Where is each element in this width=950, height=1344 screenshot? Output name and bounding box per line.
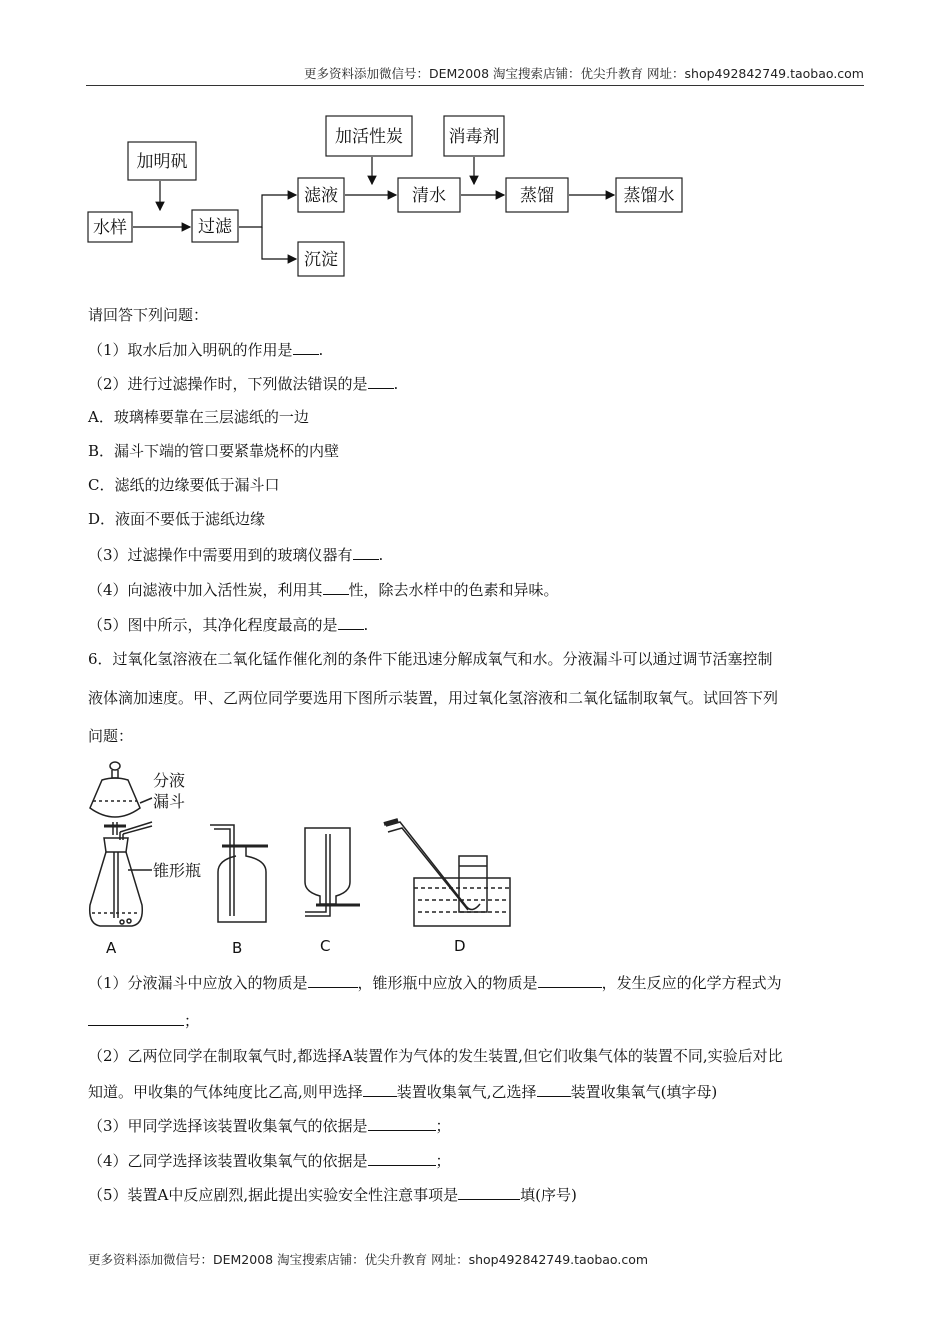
label-filtrate: 滤液 [304, 186, 338, 206]
q5-sub5: （5）图中所示，其净化程度最高的是 . [88, 616, 369, 634]
q5-sub2: （2）进行过滤操作时，下列做法错误的是 . [88, 375, 399, 393]
option-c: C．滤纸的边缘要低于漏斗口 [88, 476, 280, 494]
q6-sub1: （1）分液漏斗中应放入的物质是 ，锥形瓶中应放入的物质是 ，发生反应的化学方程式为 [88, 974, 782, 992]
q5-sub1: （1）取水后加入明矾的作用是 . [88, 341, 324, 359]
q5-intro: 请回答下列问题： [88, 306, 209, 324]
label-flask: 锥形瓶 [153, 861, 202, 880]
label-d: D [454, 937, 466, 955]
q6-stem-line2: 液体滴加速度。甲、乙两位同学要选用下图所示装置，用过氧化氢溶液和二氧化锰制取氧气。试回答下列 [88, 689, 779, 707]
answer-blank[interactable] [458, 1184, 520, 1200]
label-sediment: 沉淀 [304, 250, 338, 270]
label-filtration: 过滤 [198, 217, 232, 237]
label-clear-water: 清水 [412, 186, 446, 206]
answer-blank[interactable] [363, 1081, 397, 1097]
label-funnel-2: 漏斗 [153, 792, 186, 811]
option-b: B．漏斗下端的管口要紧靠烧杯的内壁 [88, 442, 340, 460]
label-b: B [232, 939, 243, 957]
page-header: 更多资料添加微信号：DEM2008 淘宝搜索店铺：优尖升教育 网址：shop492842749.taobao.com [303, 66, 864, 81]
label-add-alum: 加明矾 [136, 152, 188, 172]
answer-blank[interactable] [368, 1150, 436, 1166]
apparatus-d [384, 820, 510, 926]
q5-sub3: （3）过滤操作中需要用到的玻璃仪器有 . [88, 546, 384, 564]
apparatus-b [210, 825, 268, 922]
q6-stem-line3: 问题： [88, 727, 134, 745]
option-a: A．玻璃棒要靠在三层滤纸的一边 [88, 408, 309, 426]
answer-blank[interactable] [368, 1115, 436, 1131]
q6-stem-line1: 6．过氧化氢溶液在二氧化锰作催化剂的条件下能迅速分解成氧气和水。分液漏斗可以通过调节活塞控制 [88, 650, 773, 668]
q6-sub5: （5）装置A中反应剧烈,据此提出实验安全性注意事项是 填(序号) [88, 1186, 577, 1204]
option-d: D．液面不要低于滤纸边缘 [88, 510, 266, 528]
q6-sub1-cont: ； [88, 1010, 199, 1031]
q6-sub2-line1: （2）乙两位同学在制取氧气时,都选择A装置作为气体的发生装置,但它们收集气体的装置不同,实验后对比 [88, 1047, 783, 1065]
answer-blank[interactable] [538, 972, 602, 988]
label-distilled-water: 蒸馏水 [623, 186, 675, 206]
label-a: A [106, 939, 117, 957]
label-disinfectant: 消毒剂 [448, 127, 500, 147]
label-distillation: 蒸馏 [520, 186, 554, 206]
page-footer: 更多资料添加微信号：DEM2008 淘宝搜索店铺：优尖升教育 网址：shop492842749.taobao.com [88, 1252, 649, 1267]
answer-blank[interactable] [537, 1081, 571, 1097]
label-activated-carbon: 加活性炭 [335, 127, 403, 147]
answer-blank[interactable] [308, 972, 358, 988]
q5-sub4: （4）向滤液中加入活性炭，利用其 性，除去水样中的色素和异味。 [88, 581, 559, 599]
apparatus-a [90, 762, 152, 926]
q6-sub4: （4）乙同学选择该装置收集氧气的依据是 ； [88, 1152, 451, 1170]
q6-sub2-line2: 知道。甲收集的气体纯度比乙高,则甲选择 装置收集氧气,乙选择 装置收集氧气(填字母) [88, 1083, 718, 1101]
answer-blank[interactable] [88, 1010, 184, 1026]
q6-sub3: （3）甲同学选择该装置收集氧气的依据是 ； [88, 1117, 451, 1135]
label-c: C [320, 937, 331, 955]
label-water-sample: 水样 [93, 218, 127, 238]
apparatus-c [305, 828, 360, 916]
label-funnel-1: 分液 [153, 771, 186, 790]
